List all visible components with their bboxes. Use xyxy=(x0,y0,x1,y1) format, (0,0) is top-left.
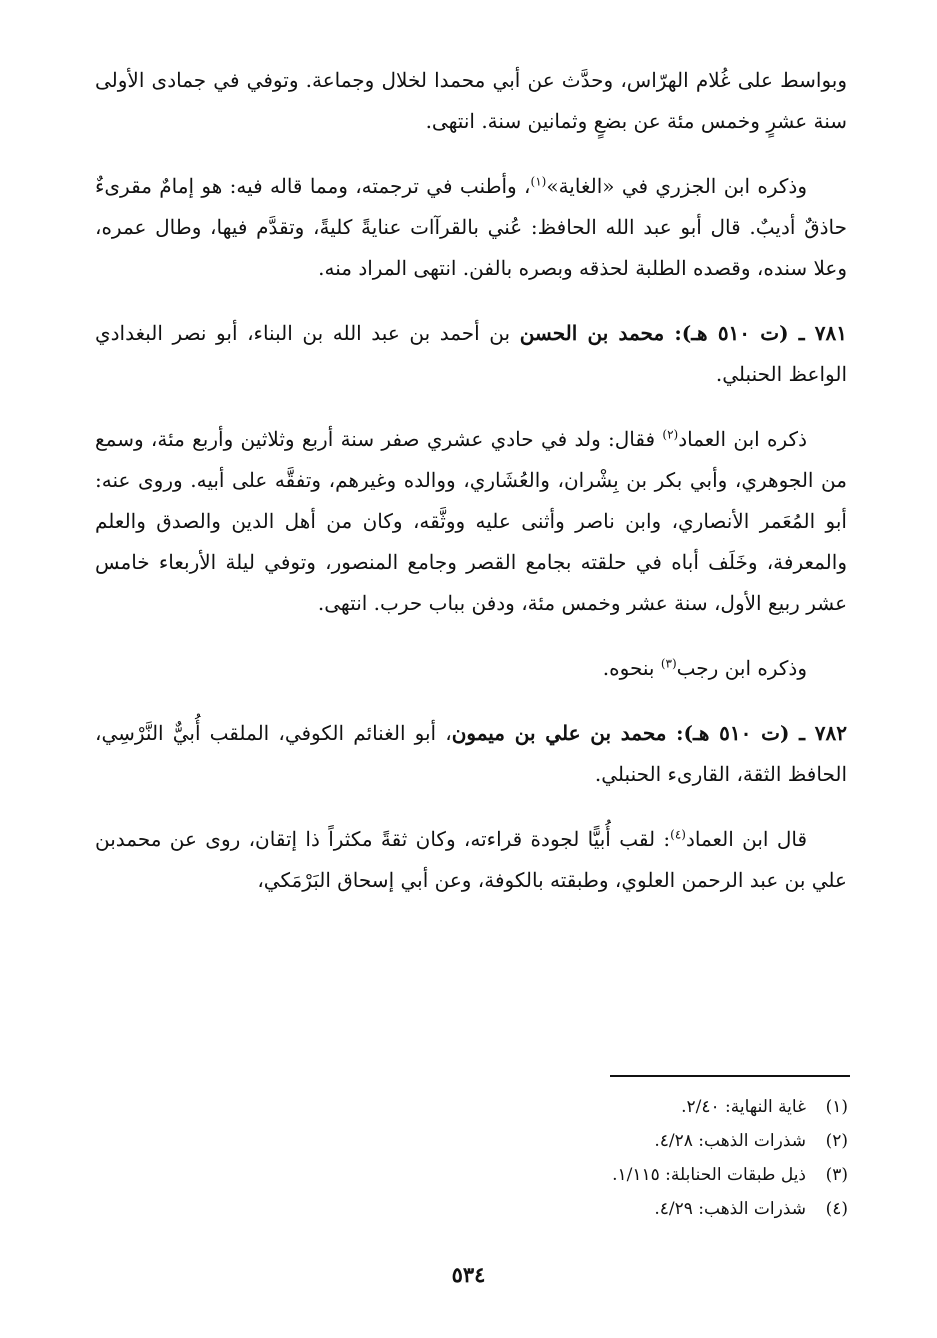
footnote-number: (٢) xyxy=(825,1131,848,1151)
footnote-item xyxy=(480,1192,848,1226)
footnote-item xyxy=(480,1158,848,1192)
footnote-marker[interactable]: (٢) xyxy=(662,427,679,442)
paragraph xyxy=(95,60,847,142)
paragraph xyxy=(95,166,847,289)
footnote-number: (٤) xyxy=(825,1199,848,1219)
paragraph-text: فقال: ولد في حادي عشري صفر سنة أربع وثلاثين وأربع مئة، وسمع من الجوهري، وأبي بكر بن بِشْران، والعُشَاري، ووالده وغيرهم، وتفقَّه على أبيه. وروى عنه: أبو المُعَمر الأنصاري، وابن ناصر وأثنى عليه ووثَّقه، وكان من أهل الدين والصدق والعلم والمعرفة، وخَلَف أباه في حلقته بجامع القصر وجامع المنصور، وتوفي ليلة الأربعاء خامس عشر ربيع الأول، سنة عشر وخمس مئة، ودفن بباب حرب. انتهى. xyxy=(95,427,847,615)
footnote-item xyxy=(480,1090,848,1124)
main-text xyxy=(95,60,847,925)
footnote-text: ذيل طبقات الحنابلة: ١/١١٥. xyxy=(612,1165,806,1185)
paragraph-text: : لقب أُبيًّا لجودة قراءته، وكان ثقةً مكثراً ذا إتقان، روى عن محمدبن علي بن عبد الرحمن العلوي، وطبقته بالكوفة، وعن أبي إسحاق البَرْمَكي، xyxy=(95,827,847,892)
entry-title: ٧٨١ ـ (ت ٥١٠ هـ): محمد بن الحسن xyxy=(519,321,847,345)
footnotes xyxy=(480,1090,848,1226)
footnote-text: شذرات الذهب: ٤/٢٩. xyxy=(654,1199,806,1219)
paragraph xyxy=(95,419,847,624)
page-number: ٥٣٤ xyxy=(451,1262,486,1287)
paragraph xyxy=(95,819,847,901)
footnote-text: شذرات الذهب: ٤/٢٨. xyxy=(654,1131,806,1151)
entry-heading xyxy=(95,713,847,795)
paragraph-text: وذكره ابن رجب xyxy=(676,656,807,680)
footnote-item xyxy=(480,1124,848,1158)
footnote-text: غاية النهاية: ٢/٤٠. xyxy=(681,1097,806,1117)
paragraph-text: ، وأطنب في ترجمته، ومما قاله فيه: هو إمامٌ مقرىءٌ حاذقٌ أديبٌ. قال أبو عبد الله الحافظ: عُني بالقرآات عنايةً كليةً، وتقدَّم فيها، وطال عمره، وعلا سنده، وقصده الطلبة لحذقه وبصره بالفن. انتهى المراد منه. xyxy=(95,174,847,280)
entry-heading xyxy=(95,313,847,395)
footnote-marker[interactable]: (١) xyxy=(530,174,547,189)
paragraph-text: وبواسط على غُلام الهرّاس، وحدَّث عن أبي محمدا لخلال وجماعة. وتوفي في جمادى الأولى سنة عشرٍ وخمس مئة عن بضعٍ وثمانين سنة. انتهى. xyxy=(95,68,847,133)
entry-title-rest: ، أبو الغنائم الكوفي، الملقب أُبيٌّ النَّرْسِي، الحافظ الثقة، القارىء الحنبلي. xyxy=(95,721,847,786)
paragraph-text: بنحوه. xyxy=(602,656,661,680)
footnote-divider xyxy=(610,1075,850,1077)
footnote-marker[interactable]: (٣) xyxy=(660,656,677,671)
footnote-number: (٣) xyxy=(825,1165,848,1185)
footnote-marker[interactable]: (٤) xyxy=(670,827,686,842)
paragraph xyxy=(95,648,847,689)
entry-title-rest: بن أحمد بن عبد الله بن البناء، أبو نصر البغدادي الواعظ الحنبلي. xyxy=(95,321,847,386)
paragraph-text: وذكره ابن الجزري في «الغاية» xyxy=(546,174,807,198)
footnote-number: (١) xyxy=(825,1097,848,1117)
paragraph-text: قال ابن العماد xyxy=(685,827,808,851)
entry-title: ٧٨٢ ـ (ت ٥١٠ هـ): محمد بن علي بن ميمون xyxy=(451,721,847,745)
paragraph-text: ذكره ابن العماد xyxy=(678,427,807,451)
